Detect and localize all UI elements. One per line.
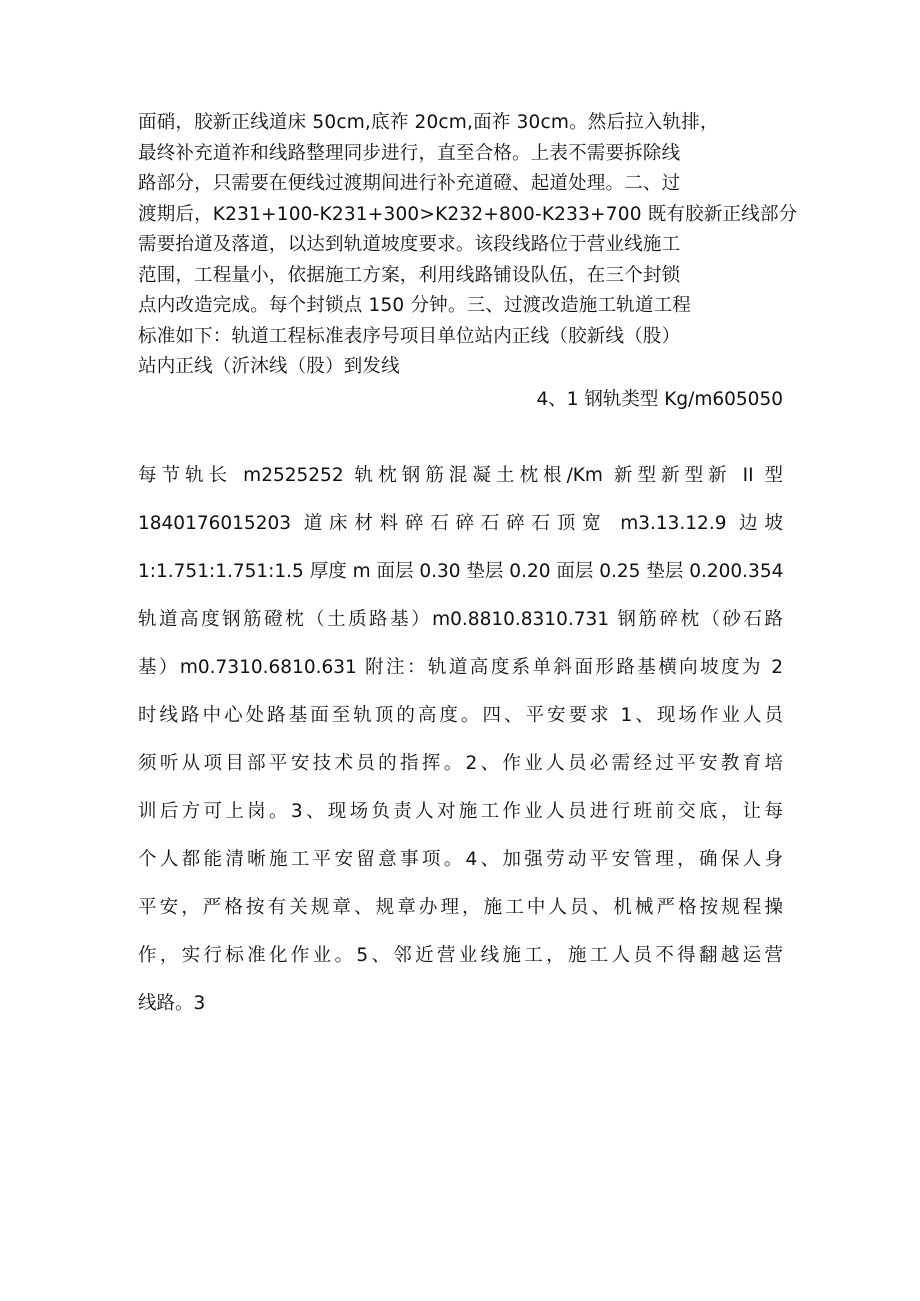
paragraph-track-standards-safety <box>138 452 783 1028</box>
text-line: 需要抬道及落道，以达到轨道坡度要求。该段线路位于营业线施工 <box>138 234 681 255</box>
text-line: 个人都能清晰施工平安留意事项。4、加强劳动平安管理，确保人身 <box>138 849 783 870</box>
text-line: 基）m0.7310.6810.631 附注：轨道高度系单斜面形路基横向坡度为 2 <box>138 657 783 678</box>
rail-type-heading: 4、1 钢轨类型 Kg/m605050 <box>536 389 783 410</box>
paragraph-construction-plan <box>138 108 798 383</box>
text-line: 站内正线（沂沐线（股）到发线 <box>138 356 400 377</box>
text-line: 1840176015203 道床材料碎石碎石碎石顶宽 m3.13.12.9 边坡 <box>138 513 783 534</box>
text-line: 最终补充道祚和线路整理同步进行，直至合格。上表不需要拆除线 <box>138 142 681 164</box>
text-line: 时线路中心处路基面至轨顶的高度。四、平安要求 1、现场作业人员 <box>138 705 783 726</box>
text-line: 范围，工程量小，依据施工方案，利用线路铺设队伍，在三个封锁 <box>138 264 681 286</box>
text-line: 1:1.751:1.751:1.5 厚度 m 面层 0.30 垫层 0.20 面层 0.25 垫层 0.200.354 <box>138 561 784 582</box>
text-line: 平安，严格按有关规章、规章办理，施工中人员、机械严格按规程操 <box>138 897 783 918</box>
text-line: 轨道高度钢筋磴枕（土质路基）m0.8810.8310.731 钢筋碎枕（砂石路 <box>138 609 783 630</box>
text-line: 点内改造完成。每个封锁点 150 分钟。三、过渡改造施工轨道工程 <box>138 295 691 316</box>
text-line: 训后方可上岗。3、现场负责人对施工作业人员进行班前交底，让每 <box>138 801 783 822</box>
text-line: 每节轨长 m2525252 轨枕钢筋混凝土枕根/Km 新型新型新 II 型 <box>138 465 783 486</box>
text-line: 渡期后，K231+100-K231+300>K232+800-K233+700 既有胶新正线部分 <box>138 203 798 225</box>
text-line: 线路。3 <box>138 993 206 1014</box>
text-line: 作，实行标准化作业。5、邻近营业线施工，施工人员不得翻越运营 <box>138 945 783 966</box>
text-line: 须听从项目部平安技术员的指挥。2、作业人员必需经过平安教育培 <box>138 753 783 774</box>
text-line: 面硝，胶新正线道床 50cm,底祚 20cm,面祚 30cm。然后拉入轨排， <box>138 112 719 133</box>
text-line: 路部分，只需要在便线过渡期间进行补充道磴、起道处理。二、过 <box>138 173 681 194</box>
text-line: 标准如下：轨道工程标准表序号项目单位站内正线（胶新线（股） <box>138 325 681 347</box>
